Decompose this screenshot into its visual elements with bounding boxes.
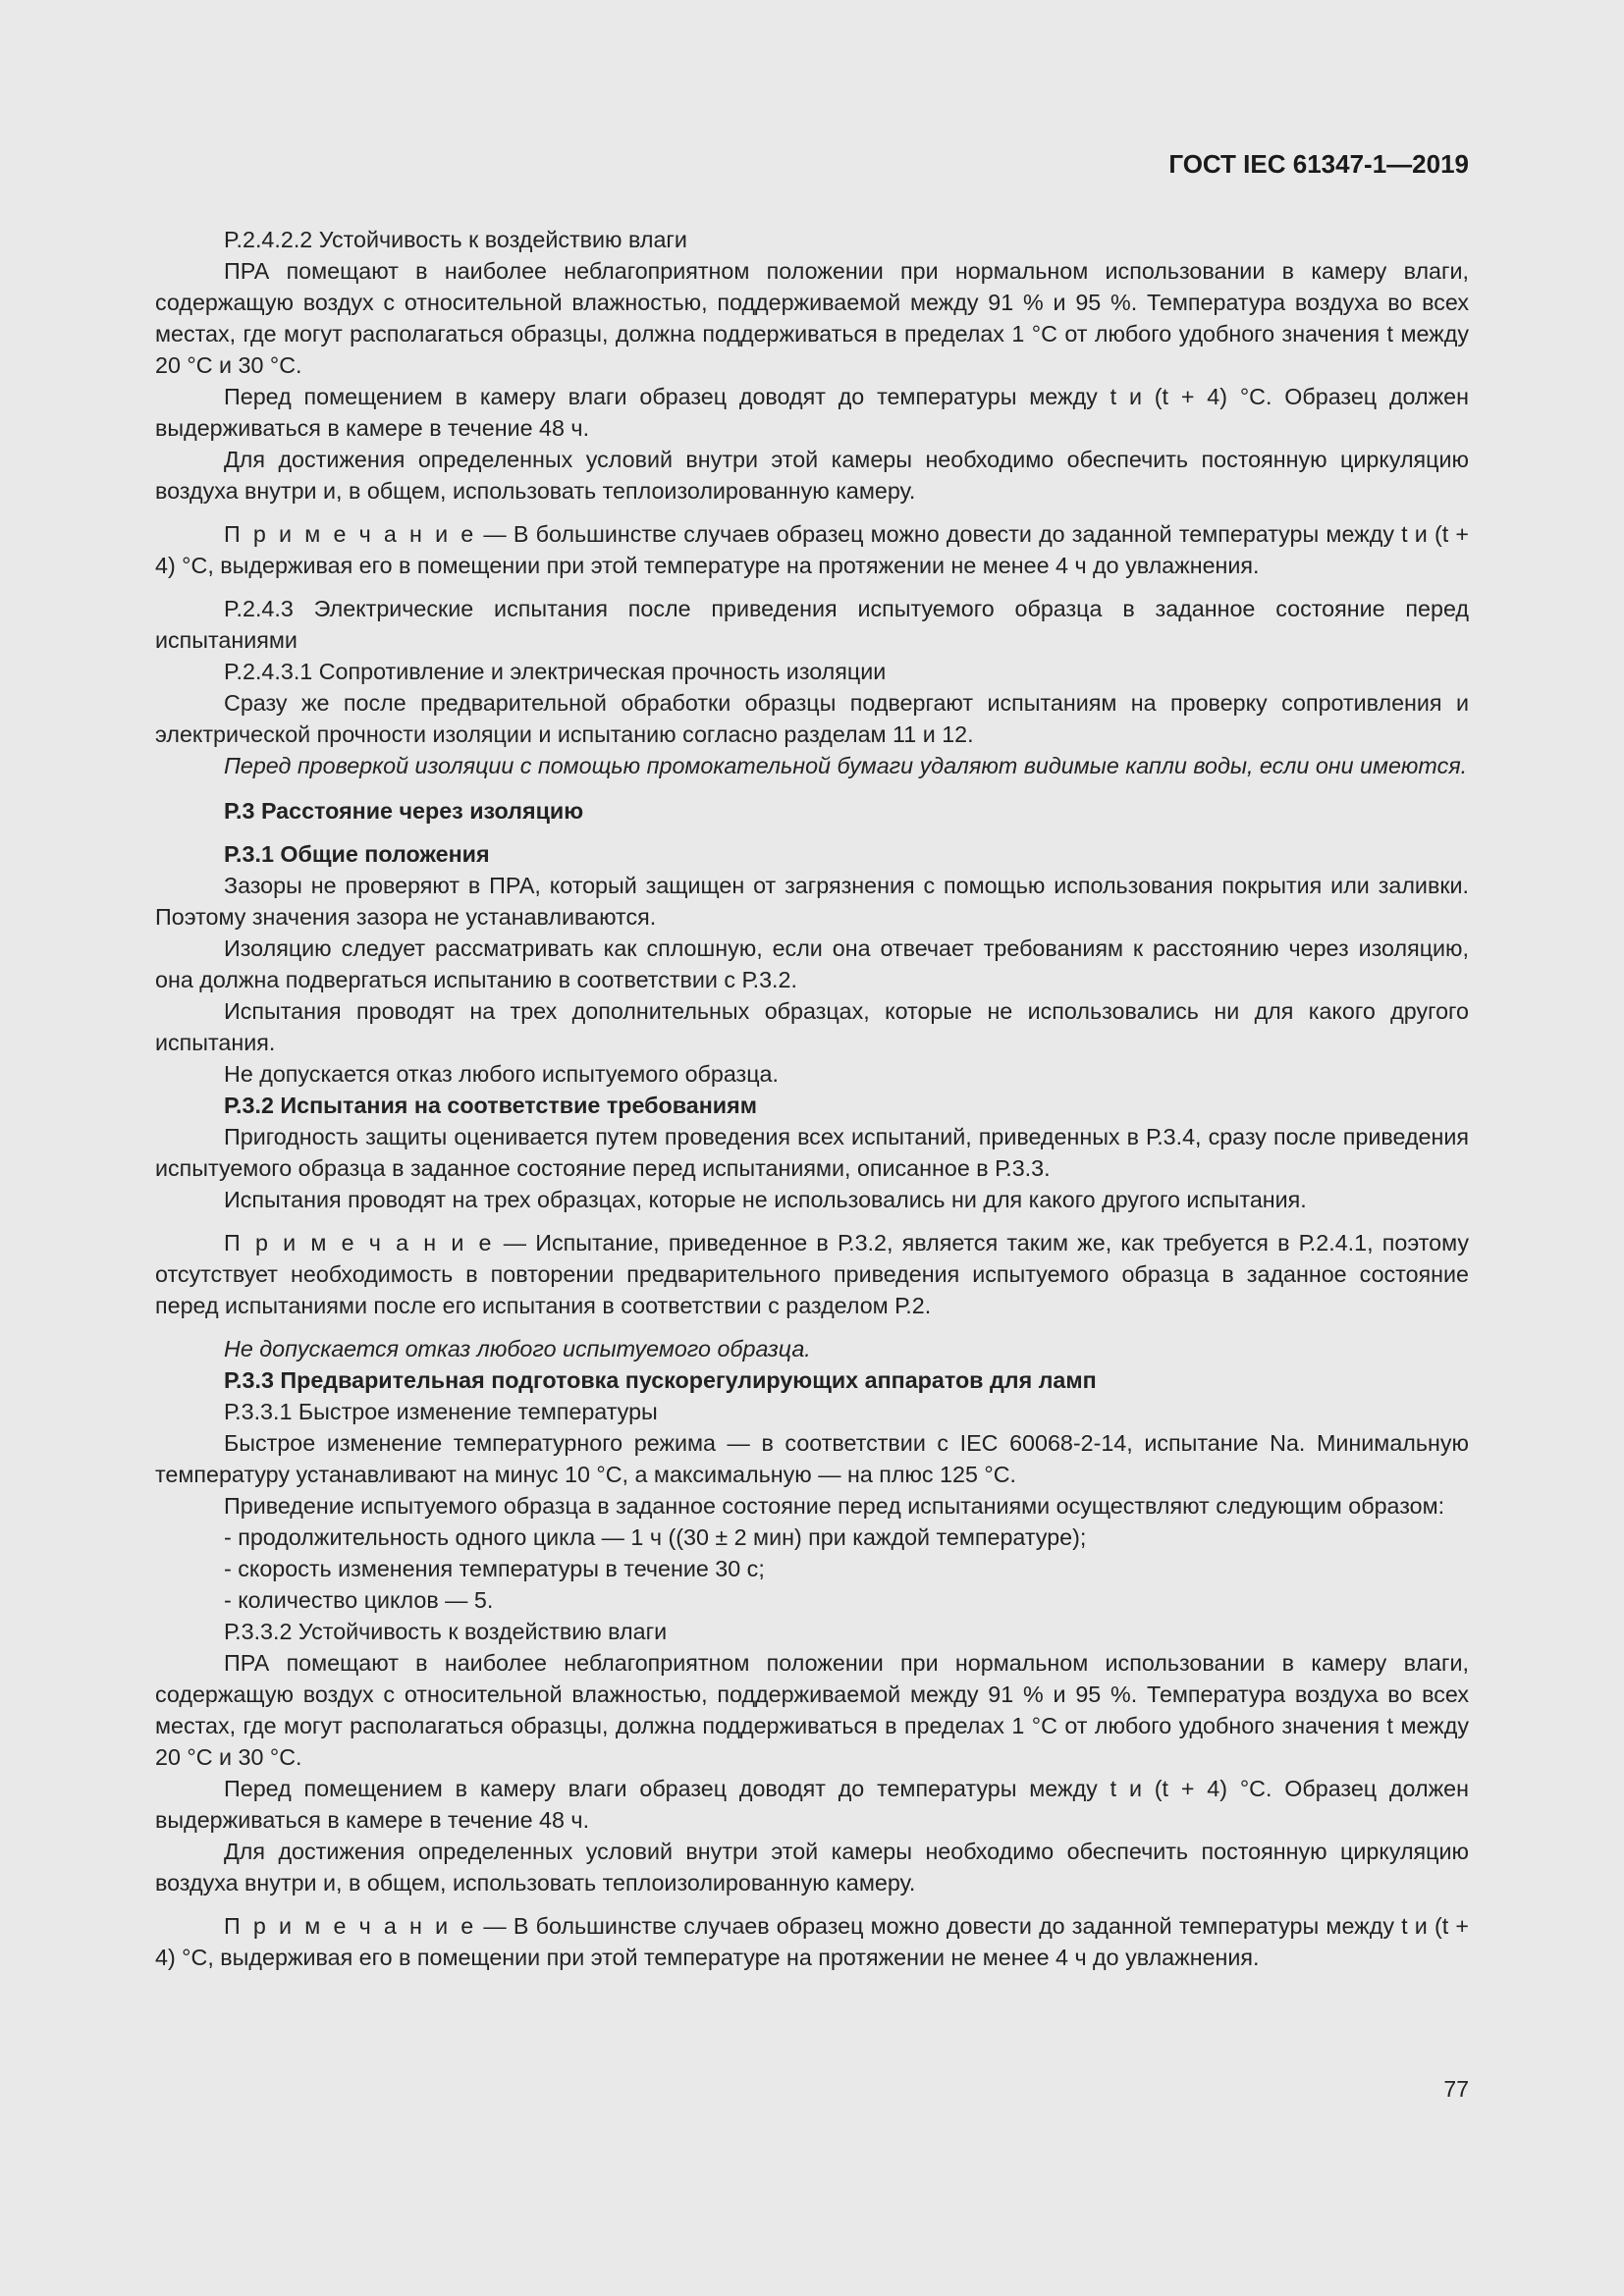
- paragraph: [155, 995, 1469, 1058]
- paragraph-text: Р.3.3.2 Устойчивость к воздействию влаги: [224, 1619, 668, 1644]
- section-heading: [155, 1364, 1469, 1396]
- paragraph: [155, 1584, 1469, 1616]
- paragraph-text: Для достижения определенных условий внутри этой камеры необходимо обеспечить постоянную циркуляцию воздуха внутри и, в общем, использовать теплоизолированную камеру.: [155, 1839, 1469, 1896]
- paragraph: [155, 1058, 1469, 1090]
- note-label: П р и м е ч а н и е: [224, 1230, 495, 1255]
- paragraph: [155, 593, 1469, 656]
- note-label: П р и м е ч а н и е: [224, 1913, 477, 1939]
- paragraph-text: Приведение испытуемого образца в заданное состояние перед испытаниями осуществляют следующим образом:: [224, 1493, 1445, 1519]
- paragraph-text: - количество циклов — 5.: [224, 1587, 494, 1613]
- paragraph-text: Р.3.3 Предварительная подготовка пускорегулирующих аппаратов для ламп: [224, 1367, 1097, 1393]
- paragraph-text: P.2.4.3 Электрические испытания после приведения испытуемого образца в заданное состояние перед испытаниями: [155, 596, 1469, 653]
- paragraph-text: Перед помещением в камеру влаги образец доводят до температуры между t и (t + 4) °С. Образец должен выдерживаться в камере в течение 48 ч.: [155, 1776, 1469, 1833]
- paragraph-text: Р.3.2 Испытания на соответствие требованиям: [224, 1093, 757, 1118]
- paragraph-text: Перед помещением в камеру влаги образец доводят до температуры между t и (t + 4) °С. Образец должен выдерживаться в камере в течение 48 ч.: [155, 384, 1469, 441]
- paragraph: [155, 750, 1469, 781]
- paragraph: [155, 870, 1469, 933]
- note-paragraph: [155, 518, 1469, 581]
- paragraph: [155, 1553, 1469, 1584]
- section-heading: [155, 795, 1469, 827]
- section-heading: [155, 1090, 1469, 1121]
- paragraph-text: Сразу же после предварительной обработки образцы подвергают испытаниям на проверку сопротивления и электрической прочности изоляции и испытанию согласно разделам 11 и 12.: [155, 690, 1469, 747]
- note-paragraph: [155, 1227, 1469, 1321]
- paragraph-text: P.2.4.3.1 Сопротивление и электрическая прочность изоляции: [224, 659, 887, 684]
- paragraph-text: Для достижения определенных условий внутри этой камеры необходимо обеспечить постоянную циркуляцию воздуха внутри и, в общем, использовать теплоизолированную камеру.: [155, 447, 1469, 504]
- page-number: 77: [1443, 2076, 1469, 2102]
- paragraph: [155, 1647, 1469, 1773]
- paragraph-text: Испытания проводят на трех образцах, которые не использовались ни для какого другого испытания.: [224, 1187, 1307, 1212]
- paragraph-text: Быстрое изменение температурного режима — в соответствии с IEC 60068-2-14, испытание Na. Минимальную температуру устанавливают на минус 10 °С, а максимальную — на плюс 125 °С.: [155, 1430, 1469, 1487]
- paragraph-text: Испытания проводят на трех дополнительных образцах, которые не использовались ни для какого другого испытания.: [155, 998, 1469, 1055]
- paragraph: [155, 1836, 1469, 1898]
- paragraph: [155, 1490, 1469, 1522]
- paragraph-text: — Испытание, приведенное в Р.3.2, является таким же, как требуется в Р.2.4.1, поэтому отсутствует необходимость в повторении предварительного приведения испытуемого образца в заданное состояние перед испытаниями после его испытания в соответствии с разделом Р.2.: [155, 1230, 1469, 1318]
- paragraph-text: Р.3.1 Общие положения: [224, 841, 490, 867]
- paragraph-text: Не допускается отказ любого испытуемого образца.: [224, 1336, 811, 1362]
- paragraph: [155, 1427, 1469, 1490]
- paragraph-text: ПРА помещают в наиболее неблагоприятном положении при нормальном использовании в камеру влаги, содержащую воздух с относительной влажностью, поддерживаемой между 91 % и 95 %. Температура воздуха во всех местах, где могут располагаться образцы, должна поддерживаться в пределах 1 °С от любого удобного значения t между 20 °С и 30 °С.: [155, 1650, 1469, 1770]
- paragraph-text: Перед проверкой изоляции с помощью промокательной бумаги удаляют видимые капли воды, если они имеются.: [224, 753, 1468, 778]
- section-heading: [155, 838, 1469, 870]
- paragraph-text: - продолжительность одного цикла — 1 ч ((30 ± 2 мин) при каждой температуре);: [224, 1524, 1087, 1550]
- paragraph-text: Изоляцию следует рассматривать как сплошную, если она отвечает требованиям к расстоянию через изоляцию, она должна подвергаться испытанию в соответствии с Р.3.2.: [155, 935, 1469, 992]
- paragraph: [155, 1333, 1469, 1364]
- paragraph: [155, 224, 1469, 255]
- paragraph-text: — В большинстве случаев образец можно довести до заданной температуры между t и (t + 4) °С, выдерживая его в помещении при этой температуре на протяжении не менее 4 ч до увлажнения.: [155, 1913, 1470, 1970]
- paragraph-text: P.2.4.2.2 Устойчивость к воздействию влаги: [224, 227, 687, 252]
- document-body: [155, 224, 1469, 1973]
- paragraph: [155, 687, 1469, 750]
- paragraph-text: — В большинстве случаев образец можно довести до заданной температуры между t и (t + 4) °С, выдерживая его в помещении при этой температуре на протяжении не менее 4 ч до увлажнения.: [155, 521, 1470, 578]
- paragraph: [155, 381, 1469, 444]
- paragraph-text: Р.3 Расстояние через изоляцию: [224, 798, 584, 824]
- paragraph: [155, 255, 1469, 381]
- paragraph-text: Пригодность защиты оценивается путем проведения всех испытаний, приведенных в Р.3.4, сразу после приведения испытуемого образца в заданное состояние перед испытаниями, описанное в Р.3.3.: [155, 1124, 1469, 1181]
- paragraph-text: - скорость изменения температуры в течение 30 с;: [224, 1556, 765, 1581]
- note-label: П р и м е ч а н и е: [224, 521, 477, 547]
- document-header: ГОСТ IEC 61347-1—2019: [1168, 149, 1469, 179]
- paragraph: [155, 1522, 1469, 1553]
- paragraph: [155, 1616, 1469, 1647]
- paragraph: [155, 933, 1469, 995]
- paragraph: [155, 1121, 1469, 1184]
- note-paragraph: [155, 1910, 1469, 1973]
- paragraph: [155, 1773, 1469, 1836]
- paragraph: [155, 656, 1469, 687]
- paragraph: [155, 444, 1469, 507]
- paragraph: [155, 1396, 1469, 1427]
- paragraph-text: Не допускается отказ любого испытуемого образца.: [224, 1061, 779, 1087]
- paragraph-text: ПРА помещают в наиболее неблагоприятном положении при нормальном использовании в камеру влаги, содержащую воздух с относительной влажностью, поддерживаемой между 91 % и 95 %. Температура воздуха во всех местах, где могут располагаться образцы, должна поддерживаться в пределах 1 °С от любого удобного значения t между 20 °С и 30 °С.: [155, 258, 1469, 378]
- paragraph-text: Зазоры не проверяют в ПРА, который защищен от загрязнения с помощью использования покрытия или заливки. Поэтому значения зазора не устанавливаются.: [155, 873, 1469, 930]
- paragraph: [155, 1184, 1469, 1215]
- paragraph-text: Р.3.3.1 Быстрое изменение температуры: [224, 1399, 658, 1424]
